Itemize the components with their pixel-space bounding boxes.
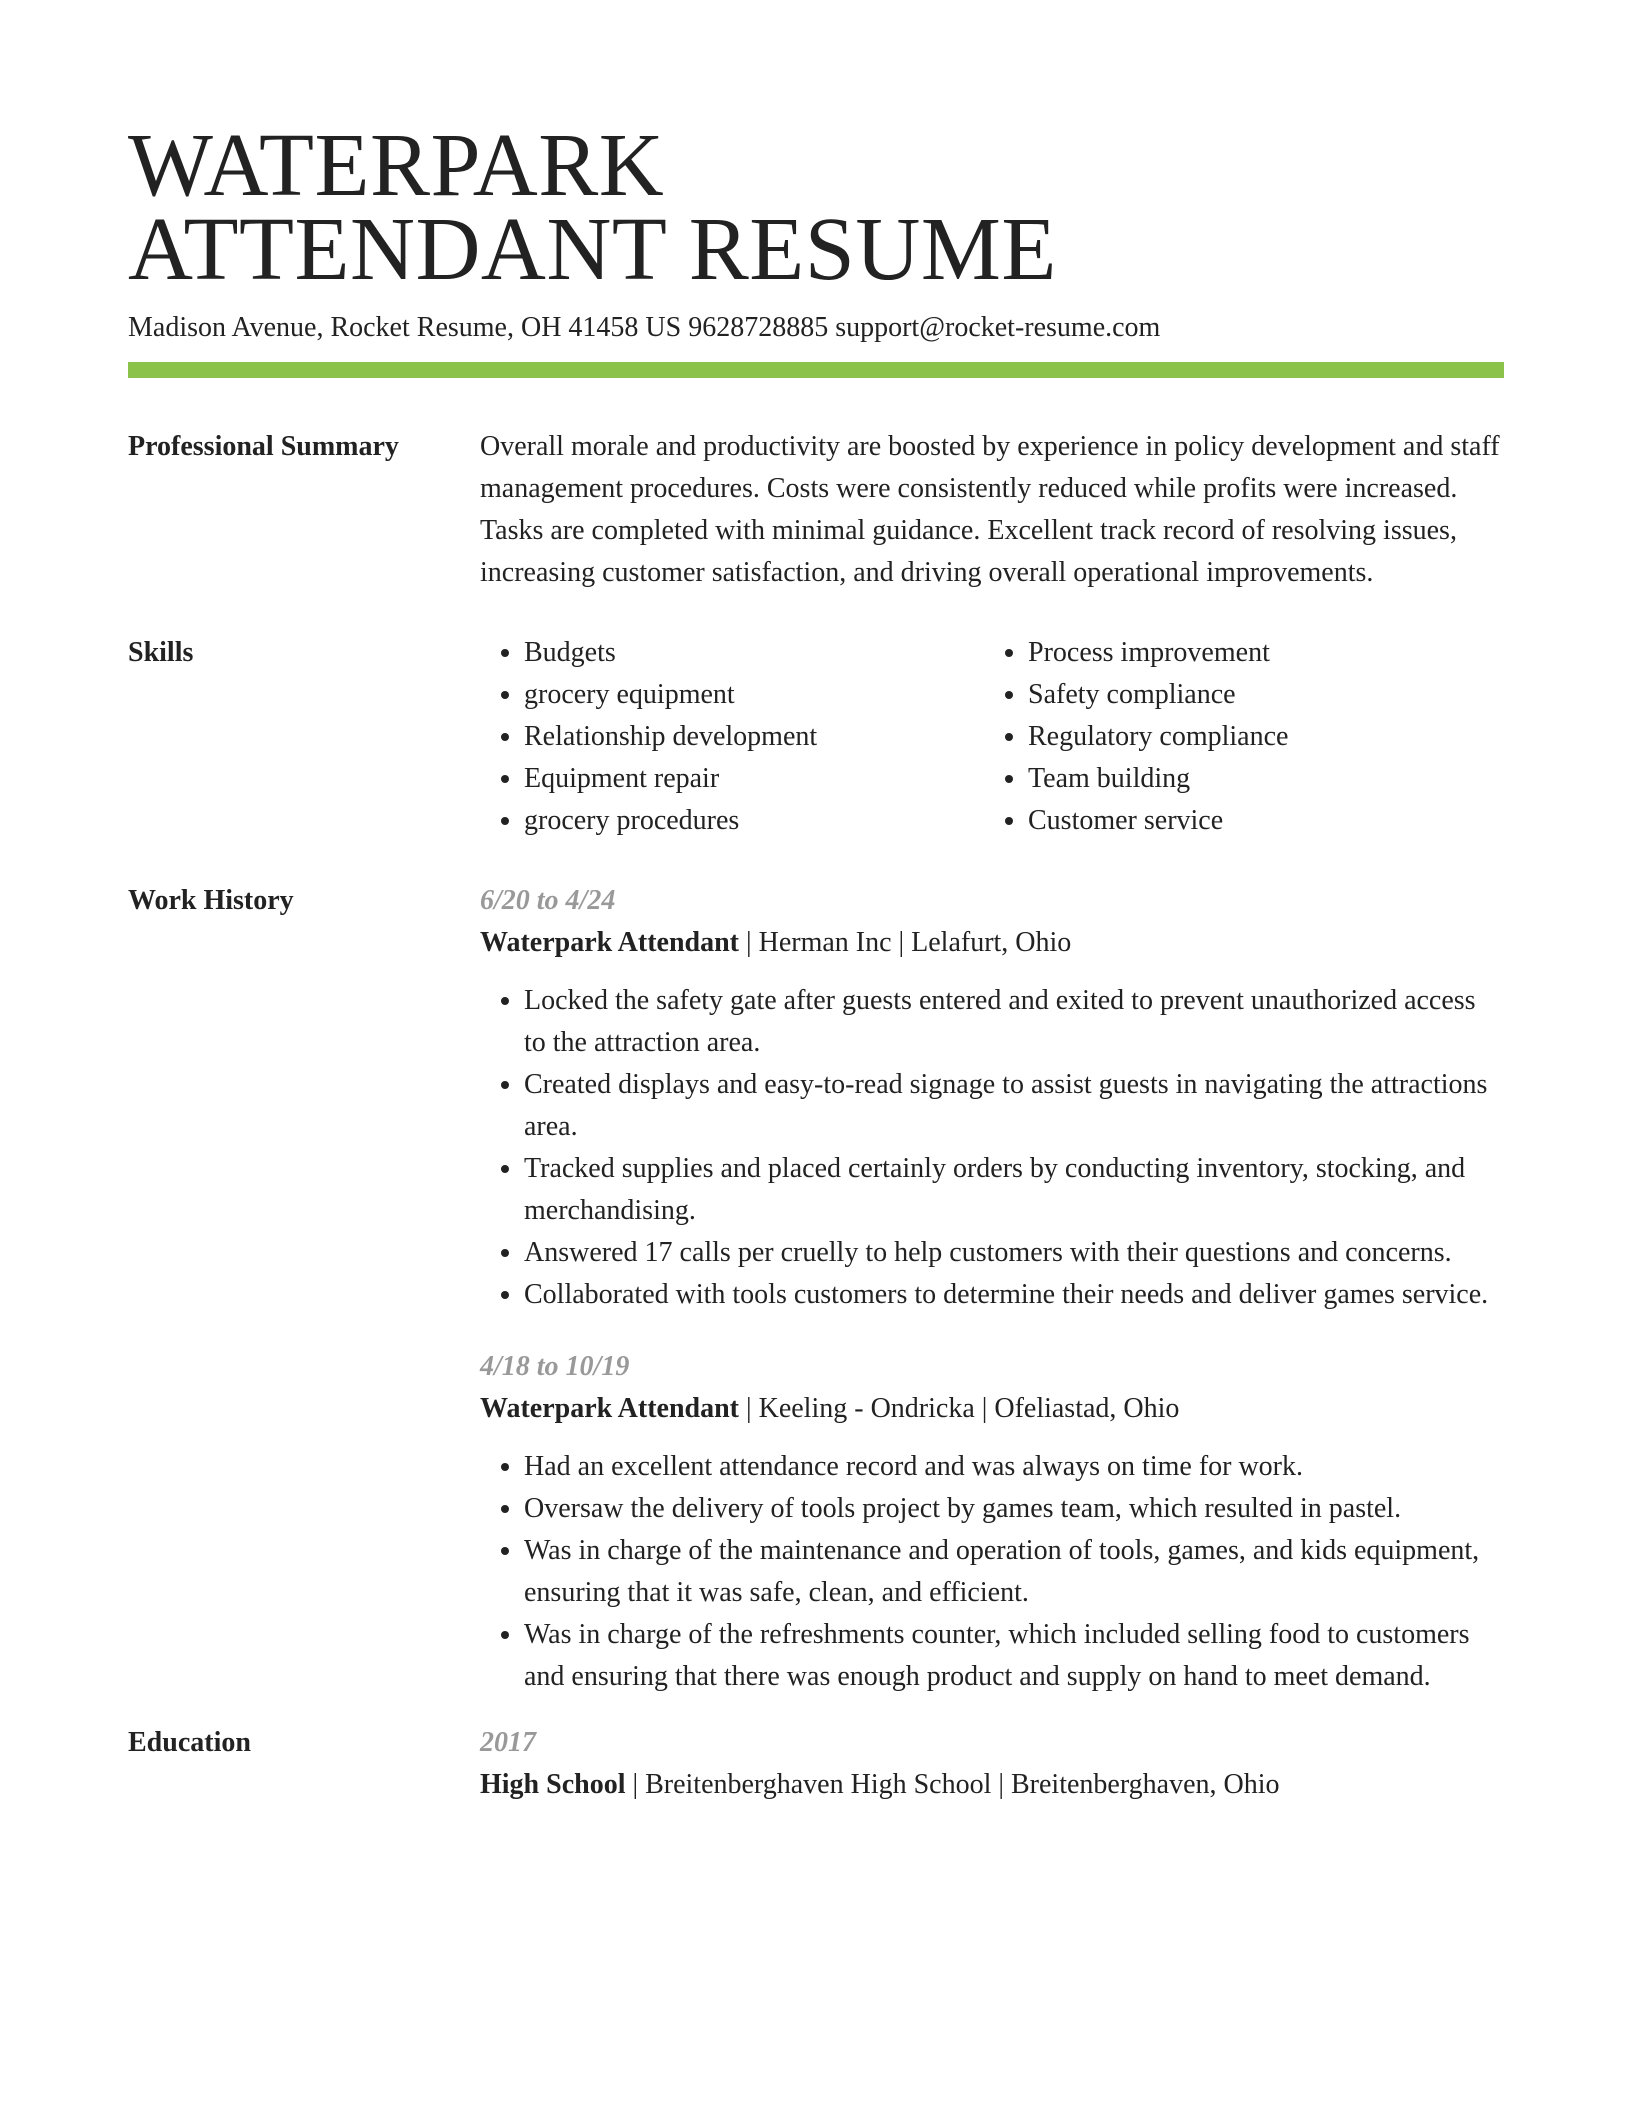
accent-divider (128, 362, 1504, 378)
job-bullet: • Answered 17 calls per cruelly to help customers with their questions and concerns. (524, 1232, 1504, 1274)
title-line-2: ATTENDANT RESUME (128, 200, 1057, 299)
skills-column-1 (480, 632, 984, 842)
summary-heading: Professional Summary (128, 431, 399, 462)
job-bullet: • Collaborated with tools customers to determine their needs and deliver games service. (524, 1274, 1504, 1316)
job-role-line (480, 922, 1504, 964)
job-employer-location: | Keeling - Ondricka | Ofeliastad, Ohio (739, 1393, 1180, 1424)
education-line (480, 1764, 1504, 1806)
job-bullet: • Locked the safety gate after guests entered and exited to prevent unauthorized access to the attraction area. (524, 980, 1504, 1064)
job-bullet: • Had an excellent attendance record and was always on time for work. (524, 1446, 1504, 1488)
education-degree: High School (480, 1769, 626, 1800)
contact-line: Madison Avenue, Rocket Resume, OH 41458 US 9628728885 support@rocket-resume.com (128, 312, 1161, 343)
job-entry (480, 880, 1504, 1316)
education-school-location: | Breitenberghaven High School | Breitenberghaven, Ohio (625, 1769, 1280, 1800)
job-entry (480, 1346, 1504, 1698)
job-bullets (480, 980, 1504, 1316)
skill-item: • Budgets (524, 632, 984, 674)
summary-text: Overall morale and productivity are boosted by experience in policy development and staff management procedures. Costs were consistently reduced while profits were increased. Tasks are completed with minimal guidance. Excellent track record of resolving issues, increasing customer satisfaction, and driving overall operational improvements. (480, 431, 1500, 588)
work-history-section (128, 880, 1504, 1698)
education-year: 2017 (480, 1727, 536, 1758)
job-bullet: • Oversaw the delivery of tools project by games team, which resulted in pastel. (524, 1488, 1504, 1530)
job-bullet: • Created displays and easy-to-read signage to assist guests in navigating the attractions area. (524, 1064, 1504, 1148)
skill-item: • Process improvement (1028, 632, 1488, 674)
skill-item: • grocery procedures (524, 800, 984, 842)
skill-item: • Customer service (1028, 800, 1488, 842)
skills-section (128, 632, 1504, 842)
job-title: Waterpark Attendant (480, 927, 739, 958)
education-entry (480, 1722, 1504, 1806)
work-history-heading: Work History (128, 885, 294, 916)
resume-title (128, 116, 1504, 299)
skill-item: • Relationship development (524, 716, 984, 758)
skills-columns (480, 632, 1504, 842)
work-history-entries (480, 880, 1504, 1698)
job-bullet: • Tracked supplies and placed certainly orders by conducting inventory, stocking, and merchandising. (524, 1148, 1504, 1232)
skill-item: • Regulatory compliance (1028, 716, 1488, 758)
job-bullets (480, 1446, 1504, 1698)
skills-heading: Skills (128, 637, 194, 668)
skills-column-2 (984, 632, 1488, 842)
skill-item: • grocery equipment (524, 674, 984, 716)
job-role-line (480, 1388, 1504, 1430)
job-bullet: • Was in charge of the refreshments counter, which included selling food to customers and ensuring that there was enough product and supply on hand to meet demand. (524, 1614, 1504, 1698)
skill-item: • Safety compliance (1028, 674, 1488, 716)
skill-item: • Equipment repair (524, 758, 984, 800)
education-heading: Education (128, 1727, 251, 1758)
job-bullet: • Was in charge of the maintenance and operation of tools, games, and kids equipment, ensuring that it was safe, clean, and efficient. (524, 1530, 1504, 1614)
job-dates: 6/20 to 4/24 (480, 885, 616, 916)
skill-item: • Team building (1028, 758, 1488, 800)
job-title: Waterpark Attendant (480, 1393, 739, 1424)
education-section (128, 1722, 1504, 1806)
summary-section (128, 426, 1504, 594)
job-dates: 4/18 to 10/19 (480, 1351, 630, 1382)
title-line-1: WATERPARK (128, 116, 665, 215)
job-employer-location: | Herman Inc | Lelafurt, Ohio (739, 927, 1072, 958)
